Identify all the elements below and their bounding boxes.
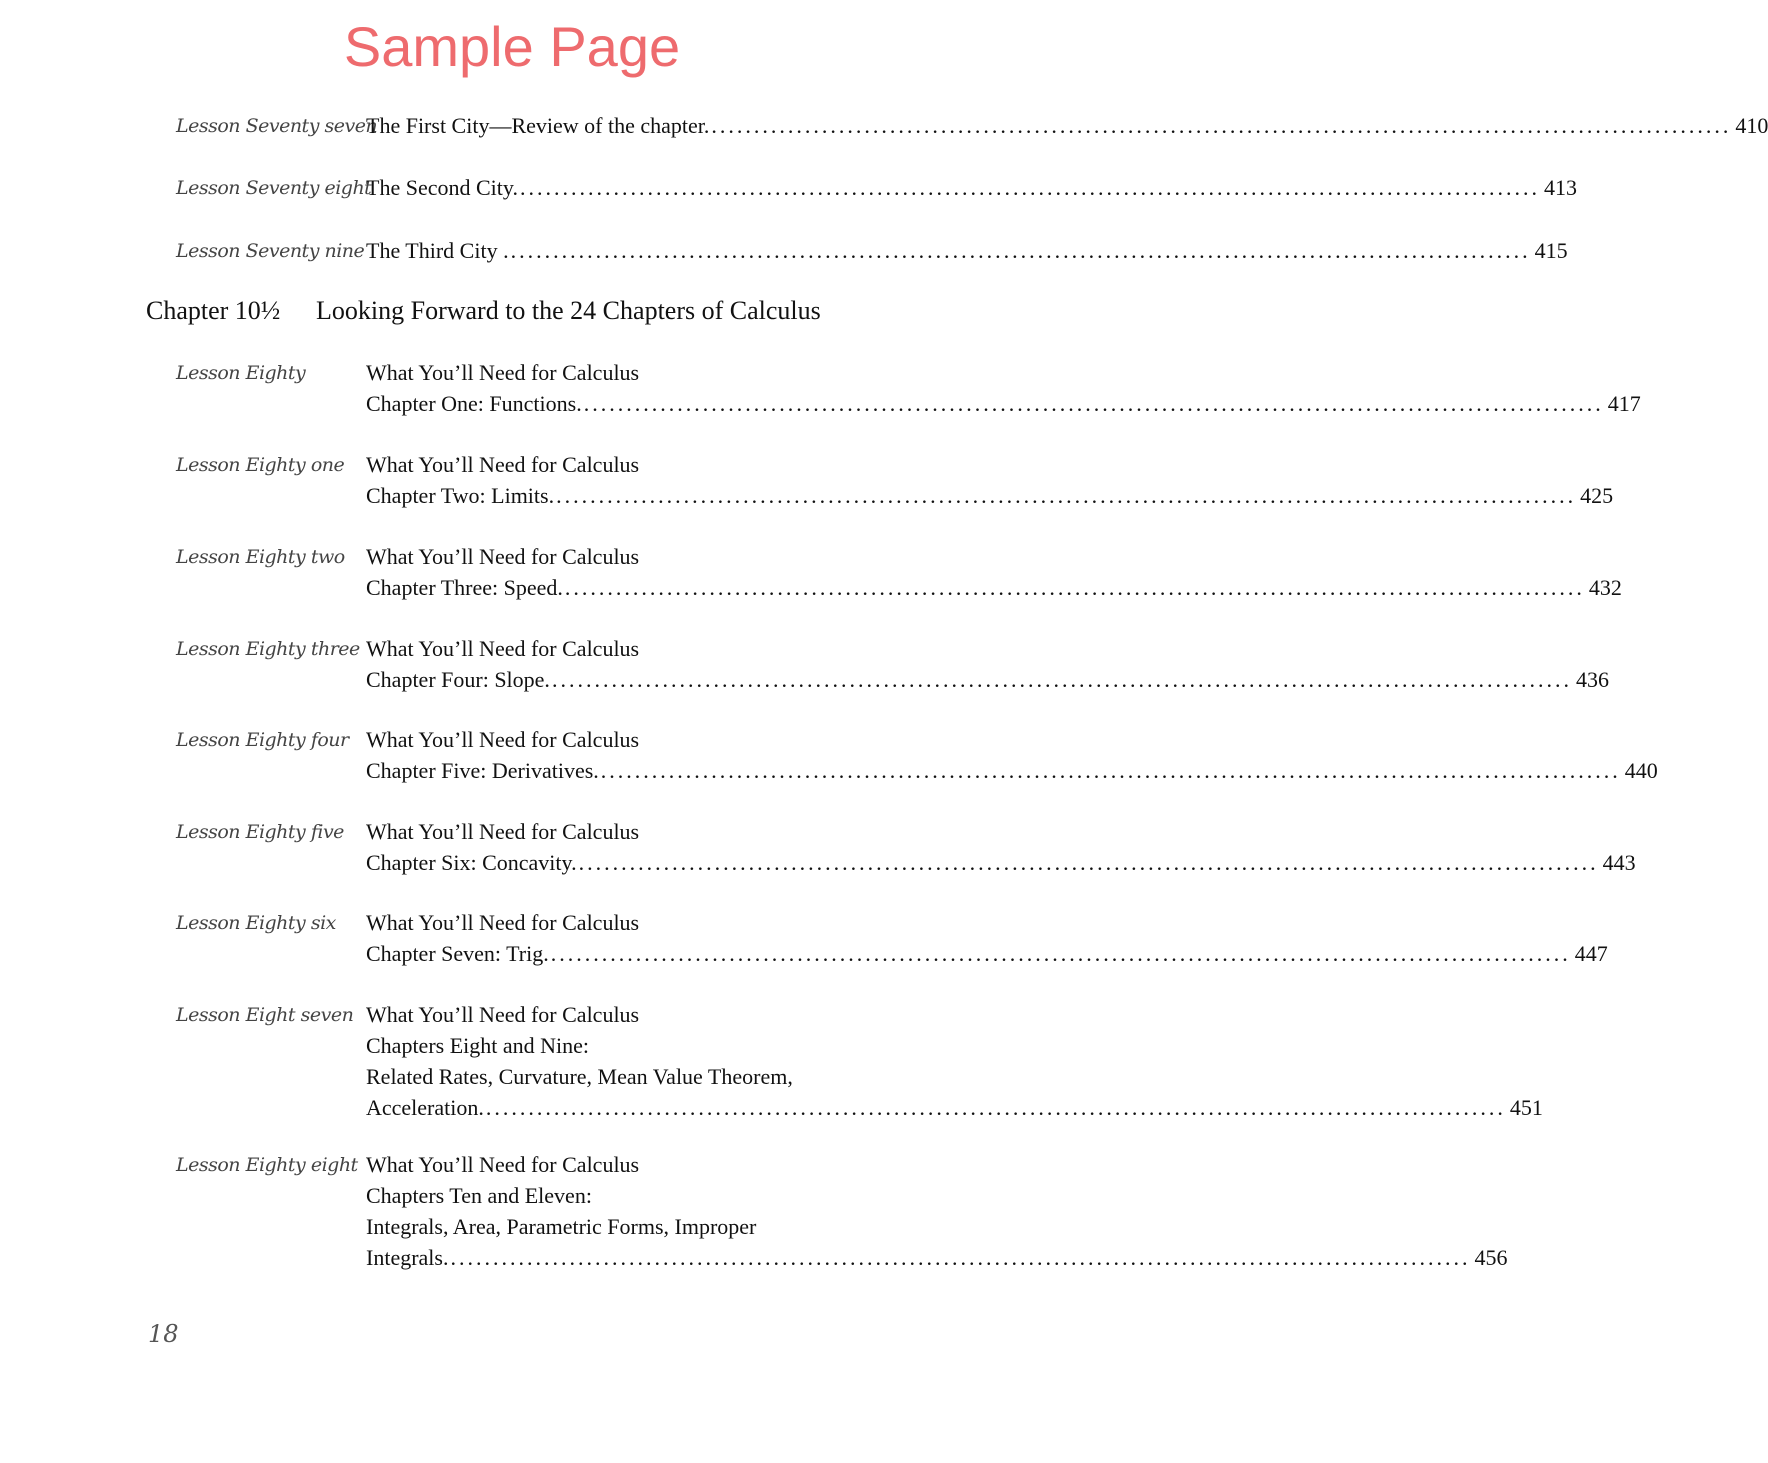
entry-leader-line bbox=[366, 938, 1608, 969]
lesson-label: Lesson Seventy nine bbox=[176, 240, 365, 262]
entry-title: Chapter Four: Slope. bbox=[366, 667, 550, 692]
entry-line: What You’ll Need for Calculus bbox=[366, 1002, 640, 1027]
chapter-number: Chapter 10½ bbox=[146, 296, 281, 325]
watermark: Sample Page bbox=[343, 15, 681, 78]
entry-page-number: 432 bbox=[1588, 575, 1622, 600]
entry-text bbox=[366, 999, 1543, 1123]
entry-page-number: 440 bbox=[1624, 758, 1658, 783]
entry-title: Chapter Three: Speed. bbox=[366, 575, 563, 600]
entry-page-number: 436 bbox=[1575, 667, 1609, 692]
chapter-heading bbox=[146, 294, 906, 328]
entry-text bbox=[366, 357, 1641, 419]
entry-text bbox=[366, 172, 1577, 203]
dot-leader: ........................................................................................................................ bbox=[578, 850, 1599, 875]
entry-title: The First City—Review of the chapter. bbox=[366, 113, 710, 138]
entry-text bbox=[366, 110, 1768, 141]
dot-leader: ........................................................................................................................ bbox=[450, 1245, 1471, 1270]
entry-text bbox=[366, 541, 1622, 603]
lesson-label: Lesson Eighty six bbox=[176, 912, 336, 934]
entry-leader-line bbox=[366, 1242, 1508, 1273]
lesson-label: Lesson Eighty three bbox=[176, 638, 360, 660]
entry-page-number: 410 bbox=[1735, 113, 1768, 138]
entry-leader-line bbox=[366, 388, 1641, 419]
entry-text bbox=[366, 633, 1609, 695]
dot-leader: ........................................................................................................................ bbox=[600, 758, 1621, 783]
lesson-label: Lesson Eighty two bbox=[176, 546, 345, 568]
entry-title: Chapter Six: Concavity. bbox=[366, 850, 577, 875]
entry-line: What You’ll Need for Calculus bbox=[366, 636, 640, 661]
entry-page-number: 456 bbox=[1474, 1245, 1508, 1270]
dot-leader: ........................................................................................................................ bbox=[519, 175, 1540, 200]
dot-leader: ........................................................................................................................ bbox=[564, 575, 1585, 600]
entry-line: What You’ll Need for Calculus bbox=[366, 452, 640, 477]
lesson-label: Lesson Eighty bbox=[176, 362, 306, 384]
dot-leader: ........................................................................................................................ bbox=[551, 667, 1572, 692]
entry-leader-line bbox=[366, 1092, 1543, 1123]
lesson-label: Lesson Seventy seven bbox=[176, 115, 378, 137]
entry-title: The Third City . bbox=[366, 238, 509, 263]
entry-title: Chapter One: Functions. bbox=[366, 391, 582, 416]
entry-leader-line bbox=[366, 572, 1622, 603]
lesson-label: Lesson Eighty four bbox=[176, 729, 349, 751]
entry-page-number: 443 bbox=[1602, 850, 1636, 875]
lesson-label: Lesson Eight seven bbox=[176, 1004, 354, 1026]
entry-title: Chapter Two: Limits. bbox=[366, 483, 555, 508]
entry-leader-line bbox=[366, 664, 1609, 695]
entry-title: Chapter Seven: Trig. bbox=[366, 941, 549, 966]
entry-line: What You’ll Need for Calculus bbox=[366, 1152, 640, 1177]
entry-title: Integrals. bbox=[366, 1245, 449, 1270]
chapter-title: Looking Forward to the 24 Chapters of Calculus bbox=[316, 296, 821, 325]
entry-line: What You’ll Need for Calculus bbox=[366, 910, 640, 935]
entry-page-number: 415 bbox=[1534, 238, 1568, 263]
entry-page-number: 413 bbox=[1543, 175, 1577, 200]
entry-leader-line bbox=[366, 847, 1636, 878]
page-number: 18 bbox=[148, 1320, 179, 1348]
lesson-label: Lesson Eighty five bbox=[176, 821, 344, 843]
entry-leader-line bbox=[366, 480, 1614, 511]
dot-leader: ........................................................................................................................ bbox=[485, 1095, 1506, 1120]
entry-title: The Second City. bbox=[366, 175, 518, 200]
entry-line: What You’ll Need for Calculus bbox=[366, 727, 640, 752]
entry-text bbox=[366, 907, 1608, 969]
entry-text bbox=[366, 1149, 1508, 1273]
dot-leader: ........................................................................................................................ bbox=[583, 391, 1604, 416]
entry-line: What You’ll Need for Calculus bbox=[366, 544, 640, 569]
dot-leader: ........................................................................................................................ bbox=[556, 483, 1577, 508]
entry-page-number: 451 bbox=[1509, 1095, 1543, 1120]
entry-title: Acceleration. bbox=[366, 1095, 484, 1120]
lesson-label: Lesson Seventy eight bbox=[176, 177, 372, 199]
lesson-label: Lesson Eighty one bbox=[176, 454, 345, 476]
entry-title: Chapter Five: Derivatives. bbox=[366, 758, 599, 783]
entry-line: Related Rates, Curvature, Mean Value Theorem, bbox=[366, 1064, 793, 1089]
entry-leader-line bbox=[366, 235, 1568, 266]
entry-text bbox=[366, 235, 1568, 266]
entry-text bbox=[366, 724, 1658, 786]
entry-leader-line bbox=[366, 172, 1577, 203]
entry-line: Chapters Ten and Eleven: bbox=[366, 1183, 592, 1208]
entry-line: Chapters Eight and Nine: bbox=[366, 1033, 590, 1058]
entry-leader-line bbox=[366, 110, 1768, 141]
dot-leader: ........................................................................................................................ bbox=[711, 113, 1732, 138]
entry-text bbox=[366, 816, 1636, 878]
entry-leader-line bbox=[366, 755, 1658, 786]
lesson-label: Lesson Eighty eight bbox=[176, 1154, 358, 1176]
dot-leader: ........................................................................................................................ bbox=[550, 941, 1571, 966]
dot-leader: ........................................................................................................................ bbox=[510, 238, 1531, 263]
entry-line: Integrals, Area, Parametric Forms, Improper bbox=[366, 1214, 757, 1239]
entry-line: What You’ll Need for Calculus bbox=[366, 360, 640, 385]
entry-text bbox=[366, 449, 1614, 511]
entry-page-number: 417 bbox=[1607, 391, 1641, 416]
entry-line: What You’ll Need for Calculus bbox=[366, 819, 640, 844]
entry-page-number: 425 bbox=[1580, 483, 1614, 508]
entry-page-number: 447 bbox=[1574, 941, 1608, 966]
